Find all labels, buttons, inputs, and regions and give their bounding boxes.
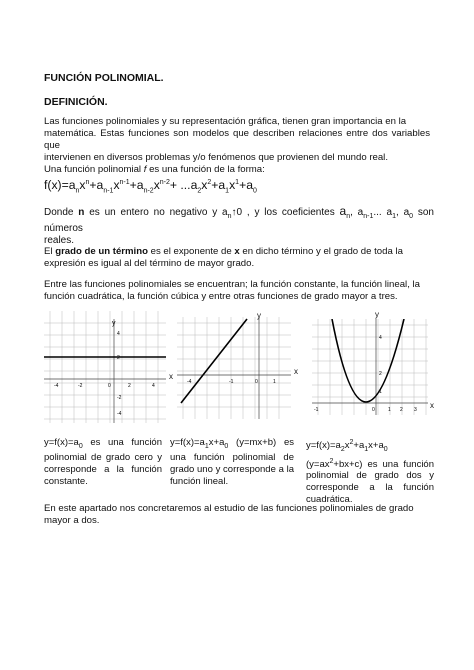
caption-text: x	[344, 440, 350, 452]
caption-line	[306, 437, 434, 456]
y-tick-label: -2	[117, 395, 122, 401]
formula-part: x	[229, 178, 236, 192]
linear-caption	[170, 437, 294, 487]
parabola-curve	[332, 319, 404, 402]
definition-heading: DEFINICIÓN.	[44, 96, 108, 108]
caption-sub: 2	[340, 446, 345, 454]
formula-sup: n-2	[159, 178, 170, 186]
intro-line	[44, 164, 430, 176]
donde-text: ... a	[373, 207, 393, 218]
x-tick-label: 1	[388, 407, 391, 413]
x-tick-label: -1	[229, 379, 234, 385]
formula-part: x	[201, 178, 208, 192]
donde-text: a	[339, 204, 347, 218]
grado-text: en dicho término y el grado de toda la	[239, 246, 403, 257]
formula-sup: n-1	[119, 178, 130, 186]
intro-line: matemática. Estas funciones son modelos que describen relaciones entre dos variables que	[44, 128, 430, 151]
intro-line: intervienen en diversos problemas y/o fenómenos que provienen del mundo real.	[44, 152, 388, 163]
intro-text: es una función de la forma:	[146, 164, 265, 175]
formula-sup: n	[85, 178, 90, 186]
entre-paragraph	[44, 279, 434, 303]
caption-text: y=f(x)=a	[44, 437, 79, 448]
formula-sub: 2	[197, 187, 202, 195]
caption-sub: 1	[204, 442, 209, 450]
caption-text: y=f(x)=a	[170, 437, 205, 448]
formula-sub: 1	[225, 187, 230, 195]
caption-text: +a	[353, 440, 365, 452]
y-tick-label: 1	[379, 389, 382, 395]
donde-line: reales.	[44, 235, 75, 246]
formula-sub: n-2	[143, 187, 154, 195]
donde-text: son números	[44, 207, 434, 234]
graph-grid	[44, 311, 166, 423]
page-title: FUNCIÓN POLINOMIAL.	[44, 72, 164, 84]
intro-text: Una función polinomial	[44, 164, 144, 175]
linear-function-graph	[177, 317, 291, 419]
donde-line	[44, 205, 434, 235]
donde-n: n	[78, 207, 85, 218]
caption-text: x+a	[208, 437, 225, 448]
formula-sup: 1	[235, 178, 240, 186]
intro-f: f	[143, 164, 147, 175]
formula-part: x	[153, 178, 160, 192]
quadratic-caption	[306, 437, 434, 505]
formula-part: +a	[239, 178, 253, 192]
y-axis-label: y	[257, 311, 261, 320]
formula-sup: 2	[207, 178, 212, 186]
formula-part: + ...a	[169, 178, 198, 192]
grado-bold: grado de un término	[55, 246, 148, 257]
caption-line	[306, 456, 434, 506]
donde-text: , a	[396, 207, 410, 218]
x-tick-label: 2	[128, 383, 131, 389]
y-tick-label: 2	[117, 355, 120, 361]
x-axis-label: x	[294, 367, 298, 376]
grado-line: expresión es igual al del término de mayor grado.	[44, 258, 255, 269]
x-tick-label: 2	[400, 407, 403, 413]
grado-line	[44, 246, 430, 258]
donde-sub: n	[346, 213, 351, 220]
x-tick-label: -1	[314, 407, 319, 413]
donde-text: es un entero no negativo y a	[84, 207, 228, 218]
closing-line: En este apartado nos concretaremos al estudio de las funciones polinomiales de grado	[44, 503, 414, 514]
grado-x: x	[234, 246, 240, 257]
constant-function-graph	[44, 311, 166, 423]
formula-part: +a	[89, 178, 104, 192]
polynomial-formula	[44, 178, 257, 194]
grado-text: El	[44, 246, 56, 257]
constant-caption	[44, 437, 162, 487]
formula-part: x	[79, 178, 86, 192]
quadratic-function-graph	[312, 319, 428, 415]
caption-sub: 0	[224, 442, 229, 450]
donde-text: , a	[350, 207, 364, 218]
donde-paragraph	[44, 205, 434, 247]
entre-line: función cuadrática, la función cúbica y entre otras funciones de grado mayor a tres.	[44, 291, 398, 302]
x-axis-label: x	[430, 401, 434, 410]
intro-paragraph	[44, 116, 430, 176]
caption-text: es una función polinomial de grado cero y corresponde a la función constante.	[44, 437, 162, 487]
y-axis-label: y	[112, 320, 116, 327]
intro-line: Las funciones polinomiales y su representación gráfica, tienen gran importancia en la	[44, 116, 407, 127]
caption-text: y=f(x)=a	[306, 440, 341, 452]
linear-line	[181, 319, 247, 403]
entre-line: Entre las funciones polinomiales se encuentran; la función constante, la función lineal, la	[44, 279, 420, 290]
closing-paragraph	[44, 503, 434, 527]
y-tick-label: 2	[379, 371, 382, 377]
x-tick-label: 4	[152, 383, 155, 389]
caption-sub: 0	[383, 446, 388, 454]
x-tick-label: -4	[187, 379, 192, 385]
caption-text: (y=mx+b) es una función polinomial de grado uno y corresponde a la función lineal.	[170, 437, 294, 487]
donde-text: Donde	[44, 207, 79, 218]
donde-sub: 0	[409, 213, 414, 220]
x-tick-label: 3	[414, 407, 417, 413]
caption-text: x+a	[368, 440, 384, 452]
caption-sup: 2	[329, 457, 334, 465]
formula-sub: n-1	[103, 187, 114, 195]
caption-sub: 0	[78, 442, 83, 450]
x-tick-label: 1	[273, 379, 276, 385]
grado-text: es el exponente de	[147, 246, 235, 257]
x-tick-label: 0	[255, 379, 258, 385]
caption-text: (y=ax	[306, 458, 330, 470]
closing-line: mayor a dos.	[44, 515, 100, 526]
donde-text: , y los coeficientes	[242, 207, 340, 218]
y-tick-label: 4	[117, 331, 120, 337]
x-tick-label: -4	[54, 383, 59, 389]
x-tick-label: -2	[78, 383, 83, 389]
formula-part: +a	[129, 178, 144, 192]
x-tick-label: 0	[372, 407, 375, 413]
y-axis-label: y	[375, 310, 379, 319]
formula-part: +a	[211, 178, 226, 192]
formula-part: f(x)=a	[44, 178, 76, 192]
donde-sub: n-1	[363, 213, 374, 220]
x-tick-label: 0	[108, 383, 111, 389]
formula-part: x	[113, 178, 120, 192]
donde-sub: n	[227, 213, 232, 220]
grado-paragraph	[44, 246, 430, 270]
graph-grid	[177, 317, 291, 419]
caption-sup: 2	[349, 439, 354, 446]
donde-text: ↑0	[231, 207, 243, 218]
caption-text: +bx+c) es una función polinomial de grado dos y corresponde a la función cuadrática.	[306, 458, 434, 505]
formula-sub: n	[75, 187, 80, 195]
y-tick-label: -4	[117, 411, 122, 417]
y-tick-label: 4	[379, 335, 382, 341]
donde-sub: 1	[392, 213, 396, 220]
formula-sub: 0	[252, 187, 257, 195]
x-axis-label: x	[169, 372, 173, 381]
caption-sub: 1	[364, 446, 369, 454]
